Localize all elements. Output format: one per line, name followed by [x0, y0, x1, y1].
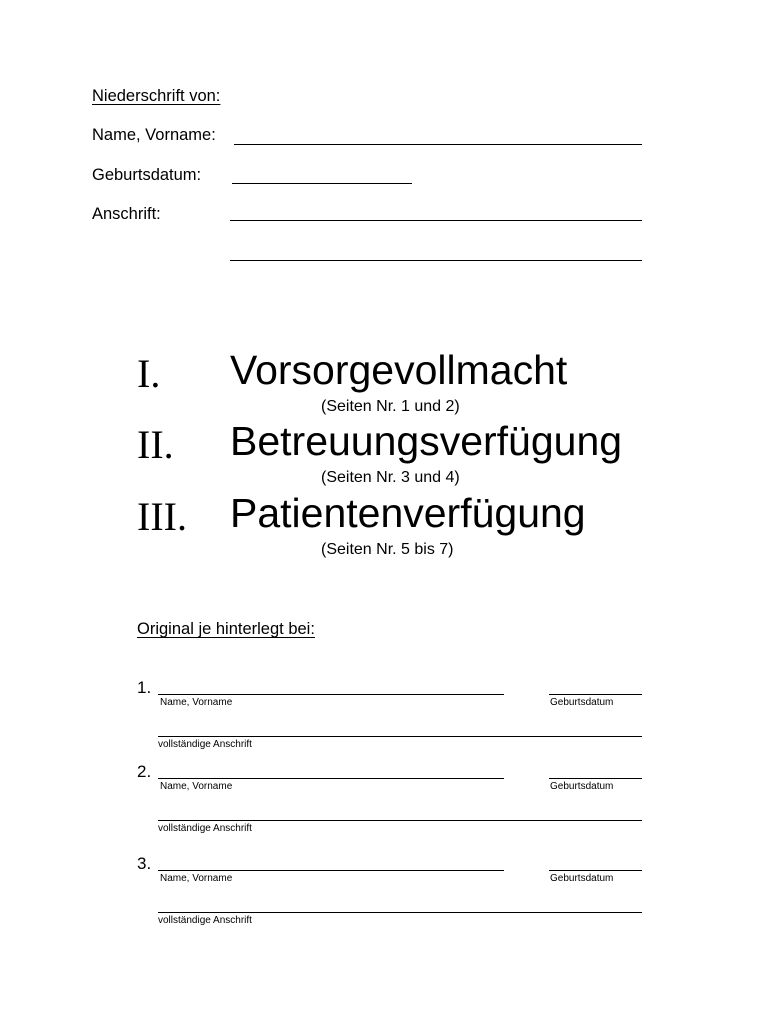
- section-pages-1: (Seiten Nr. 1 und 2): [321, 398, 460, 415]
- entry-number-2: 2.: [137, 762, 152, 781]
- entry-2-birth-caption: Geburtsdatum: [550, 781, 614, 792]
- anschrift-field-line-2[interactable]: [230, 260, 642, 261]
- entry-1-address-line[interactable]: [158, 736, 642, 737]
- entry-3-address-line[interactable]: [158, 912, 642, 913]
- entry-1-address-caption: vollständige Anschrift: [158, 739, 252, 750]
- entry-2-address-line[interactable]: [158, 820, 642, 821]
- name-label: Name, Vorname:: [92, 126, 216, 144]
- section-title-betreuungsverfuegung: Betreuungsverfügung: [230, 418, 623, 464]
- section-numeral-1: I.: [137, 351, 161, 396]
- entry-3-birth-line[interactable]: [549, 870, 642, 871]
- section-title-patientenverfuegung: Patientenverfügung: [230, 490, 586, 536]
- section-numeral-3: III.: [137, 494, 187, 539]
- entry-1-name-caption: Name, Vorname: [160, 697, 233, 708]
- entry-3-birth-caption: Geburtsdatum: [550, 873, 614, 884]
- section-pages-3: (Seiten Nr. 5 bis 7): [321, 541, 454, 558]
- entry-1-name-line[interactable]: [158, 694, 504, 695]
- entry-2-address-caption: vollständige Anschrift: [158, 823, 252, 834]
- section-numeral-2: II.: [137, 422, 174, 467]
- entry-number-1: 1.: [137, 678, 152, 697]
- deposit-heading: Original je hinterlegt bei:: [137, 620, 315, 638]
- niederschrift-heading: Niederschrift von:: [92, 87, 221, 105]
- anschrift-label: Anschrift:: [92, 205, 161, 223]
- geburtsdatum-label: Geburtsdatum:: [92, 166, 202, 184]
- entry-2-name-caption: Name, Vorname: [160, 781, 233, 792]
- section-title-vorsorgevollmacht: Vorsorgevollmacht: [230, 347, 568, 393]
- entry-2-birth-line[interactable]: [549, 778, 642, 779]
- anschrift-field-line-1[interactable]: [230, 220, 642, 221]
- entry-3-name-caption: Name, Vorname: [160, 873, 233, 884]
- entry-2-name-line[interactable]: [158, 778, 504, 779]
- entry-3-name-line[interactable]: [158, 870, 504, 871]
- entry-1-birth-line[interactable]: [549, 694, 642, 695]
- entry-number-3: 3.: [137, 854, 152, 873]
- geburtsdatum-field-line[interactable]: [232, 183, 412, 184]
- name-field-line[interactable]: [234, 144, 642, 145]
- entry-1-birth-caption: Geburtsdatum: [550, 697, 614, 708]
- entry-3-address-caption: vollständige Anschrift: [158, 915, 252, 926]
- section-pages-2: (Seiten Nr. 3 und 4): [321, 469, 460, 486]
